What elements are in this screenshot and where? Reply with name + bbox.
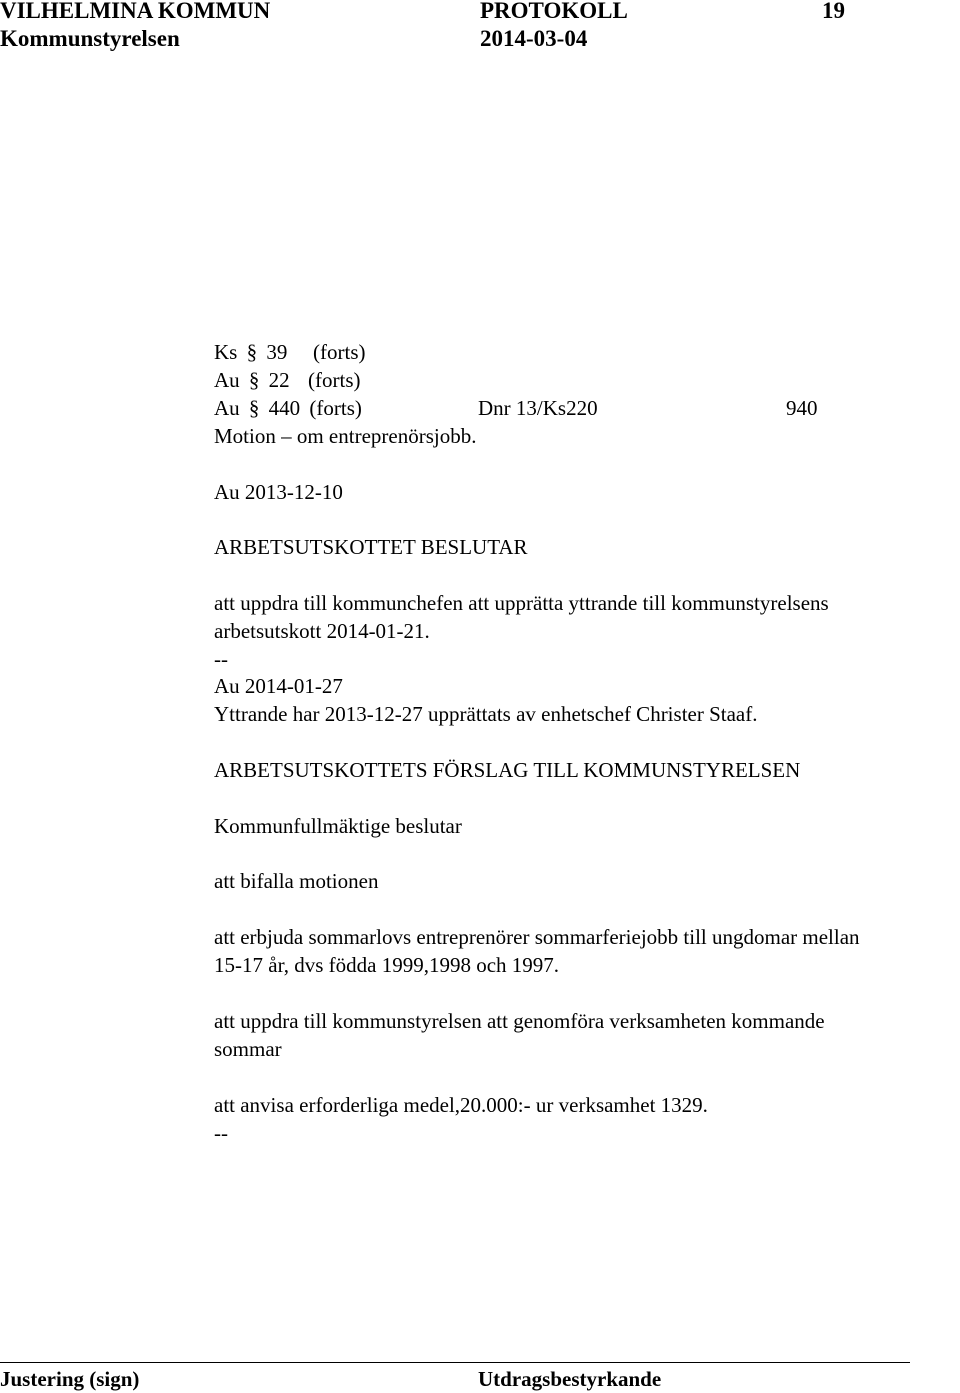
reference-au-440 bbox=[214, 394, 362, 422]
section-sign: § bbox=[248, 396, 260, 420]
page-number: 19 bbox=[822, 0, 845, 23]
proposal-item-3-line-2: sommar bbox=[214, 1037, 282, 1061]
reference-prefix: Au bbox=[214, 368, 240, 392]
footer-utdragsbestyrkande: Utdragsbestyrkande bbox=[478, 1367, 662, 1391]
statement-text: Yttrande har 2013-12-27 upprättats av enhetschef Christer Staaf. bbox=[214, 702, 758, 726]
reference-number: 440 bbox=[268, 396, 301, 420]
proposal-item-4: att anvisa erforderliga medel,20.000:- ur verksamhet 1329. bbox=[214, 1093, 708, 1117]
reference-status: (forts) bbox=[308, 368, 361, 392]
signature-line bbox=[0, 1362, 910, 1363]
reference-ks-39 bbox=[214, 338, 366, 366]
motion-subject: Motion – om entreprenörsjobb. bbox=[214, 424, 477, 448]
committee-meeting-date: Au 2013-12-10 bbox=[214, 480, 343, 504]
reference-number: 22 bbox=[268, 368, 290, 392]
footer-justering: Justering (sign) bbox=[0, 1367, 140, 1391]
diary-number: Dnr 13/Ks220 bbox=[478, 396, 598, 420]
meeting-date: 2014-03-04 bbox=[480, 26, 588, 51]
reference-au-22 bbox=[214, 366, 361, 394]
section-sign: § bbox=[246, 340, 258, 364]
separator: -- bbox=[214, 647, 228, 671]
proposal-item-2-line-2: 15-17 år, dvs födda 1999,1998 och 1997. bbox=[214, 953, 560, 977]
reference-number: 39 bbox=[266, 340, 288, 364]
decision-text-line-2: arbetsutskott 2014-01-21. bbox=[214, 619, 430, 643]
committee-meeting-date-2: Au 2014-01-27 bbox=[214, 674, 343, 698]
reference-status: (forts) bbox=[309, 396, 362, 420]
committee-name: Kommunstyrelsen bbox=[0, 26, 180, 51]
council-decides: Kommunfullmäktige beslutar bbox=[214, 814, 462, 838]
reference-prefix: Ks bbox=[214, 340, 238, 364]
proposal-item-3-line-1: att uppdra till kommunstyrelsen att genomföra verksamheten kommande bbox=[214, 1009, 825, 1033]
reference-prefix: Au bbox=[214, 396, 240, 420]
proposal-item-1: att bifalla motionen bbox=[214, 869, 379, 893]
section-sign: § bbox=[248, 368, 260, 392]
document-type: PROTOKOLL bbox=[480, 0, 628, 23]
reference-status: (forts) bbox=[313, 340, 366, 364]
separator: -- bbox=[214, 1121, 228, 1145]
proposal-item-2-line-1: att erbjuda sommarlovs entreprenörer sommarferiejobb till ungdomar mellan bbox=[214, 925, 860, 949]
decision-heading: ARBETSUTSKOTTET BESLUTAR bbox=[214, 535, 528, 559]
archive-code: 940 bbox=[786, 396, 818, 420]
proposal-heading: ARBETSUTSKOTTETS FÖRSLAG TILL KOMMUNSTYRELSEN bbox=[214, 758, 801, 782]
decision-text-line-1: att uppdra till kommunchefen att upprätta yttrande till kommunstyrelsens bbox=[214, 591, 829, 615]
municipality-name: VILHELMINA KOMMUN bbox=[0, 0, 271, 23]
